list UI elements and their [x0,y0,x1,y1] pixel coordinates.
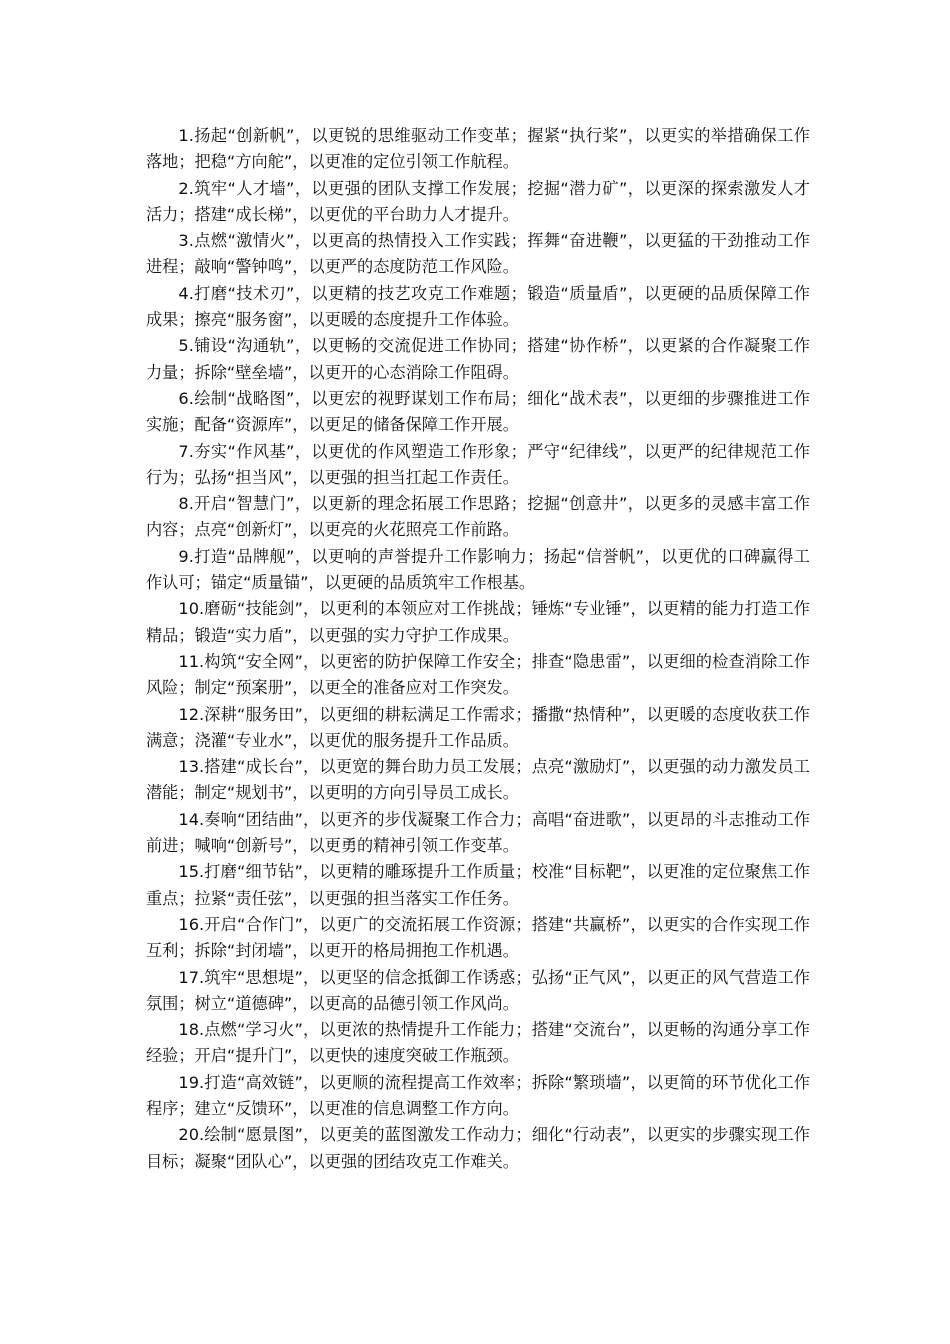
paragraph-11: 11.构筑“安全网”，以更密的防护保障工作安全；排查“隐患雷”，以更细的检查消除工作风险；制定“预案册”，以更全的准备应对工作突发。 [146,651,810,698]
paragraph-8: 8.开启“智慧门”，以更新的理念拓展工作思路；挖掘“创意井”，以更多的灵感丰富工作内容；点亮“创新灯”，以更亮的火花照亮工作前路。 [146,494,810,540]
document-body [146,123,810,1175]
paragraph-6: 6.绘制“战略图”，以更宏的视野谋划工作布局；细化“战术表”，以更细的步骤推进工作实施；配备“资源库”，以更足的储备保障工作开展。 [146,388,810,435]
paragraph-15: 15.打磨“细节钻”，以更精的雕琢提升工作质量；校准“目标靶”，以更准的定位聚焦工作重点；拉紧“责任弦”，以更强的担当落实工作任务。 [146,862,810,908]
paragraph-19: 19.打造“高效链”，以更顺的流程提高工作效率；拆除“繁琐墙”，以更简的环节优化工作程序；建立“反馈环”，以更准的信息调整工作方向。 [146,1072,810,1118]
paragraph-13: 13.搭建“成长台”，以更宽的舞台助力员工发展；点亮“激励灯”，以更强的动力激发员工潜能；制定“规划书”，以更明的方向引导员工成长。 [146,757,810,803]
paragraph-9: 9.打造“品牌舰”，以更响的声誉提升工作影响力；扬起“信誉帆”，以更优的口碑赢得工作认可；锚定“质量锚”，以更硬的品质筑牢工作根基。 [146,546,810,593]
paragraph-2: 2.筑牢“人才墙”，以更强的团队支撑工作发展；挖掘“潜力矿”，以更深的探索激发人才活力；搭建“成长梯”，以更优的平台助力人才提升。 [146,178,810,224]
paragraph-14: 14.奏响“团结曲”，以更齐的步伐凝聚工作合力；高唱“奋进歌”，以更昂的斗志推动工作前进；喊响“创新号”，以更勇的精神引领工作变革。 [146,809,810,856]
paragraph-3: 3.点燃“激情火”，以更高的热情投入工作实践；挥舞“奋进鞭”，以更猛的干劲推动工作进程；敲响“警钟鸣”，以更严的态度防范工作风险。 [146,231,810,277]
paragraph-4: 4.打磨“技术刃”，以更精的技艺攻克工作难题；锻造“质量盾”，以更硬的品质保障工作成果；擦亮“服务窗”，以更暖的态度提升工作体验。 [146,283,810,330]
paragraph-7: 7.夯实“作风基”，以更优的作风塑造工作形象；严守“纪律线”，以更严的纪律规范工作行为；弘扬“担当风”，以更强的担当扛起工作责任。 [146,441,810,487]
paragraph-16: 16.开启“合作门”，以更广的交流拓展工作资源；搭建“共赢桥”，以更实的合作实现工作互利；拆除“封闭墙”，以更开的格局拥抱工作机遇。 [146,914,810,961]
paragraph-1: 1.扬起“创新帆”，以更锐的思维驱动工作变革；握紧“执行桨”，以更实的举措确保工作落地；把稳“方向舵”，以更准的定位引领工作航程。 [146,126,810,172]
paragraph-10: 10.磨砺“技能剑”，以更利的本领应对工作挑战；锤炼“专业锤”，以更精的能力打造工作精品；锻造“实力盾”，以更强的实力守护工作成果。 [146,599,810,645]
paragraph-20: 20.绘制“愿景图”，以更美的蓝图激发工作动力；细化“行动表”，以更实的步骤实现工作目标；凝聚“团队心”，以更强的团结攻克工作难关。 [146,1125,810,1171]
paragraph-5: 5.铺设“沟通轨”，以更畅的交流促进工作协同；搭建“协作桥”，以更紧的合作凝聚工作力量；拆除“壁垒墙”，以更开的心态消除工作阻碍。 [146,336,810,382]
paragraph-18: 18.点燃“学习火”，以更浓的热情提升工作能力；搭建“交流台”，以更畅的沟通分享工作经验；开启“提升门”，以更快的速度突破工作瓶颈。 [146,1020,810,1066]
paragraph-17: 17.筑牢“思想堤”，以更坚的信念抵御工作诱惑；弘扬“正气风”，以更正的风气营造工作氛围；树立“道德碑”，以更高的品德引领工作风尚。 [146,967,810,1013]
paragraph-12: 12.深耕“服务田”，以更细的耕耘满足工作需求；播撒“热情种”，以更暖的态度收获工作满意；浇灌“专业水”，以更优的服务提升工作品质。 [146,704,810,750]
